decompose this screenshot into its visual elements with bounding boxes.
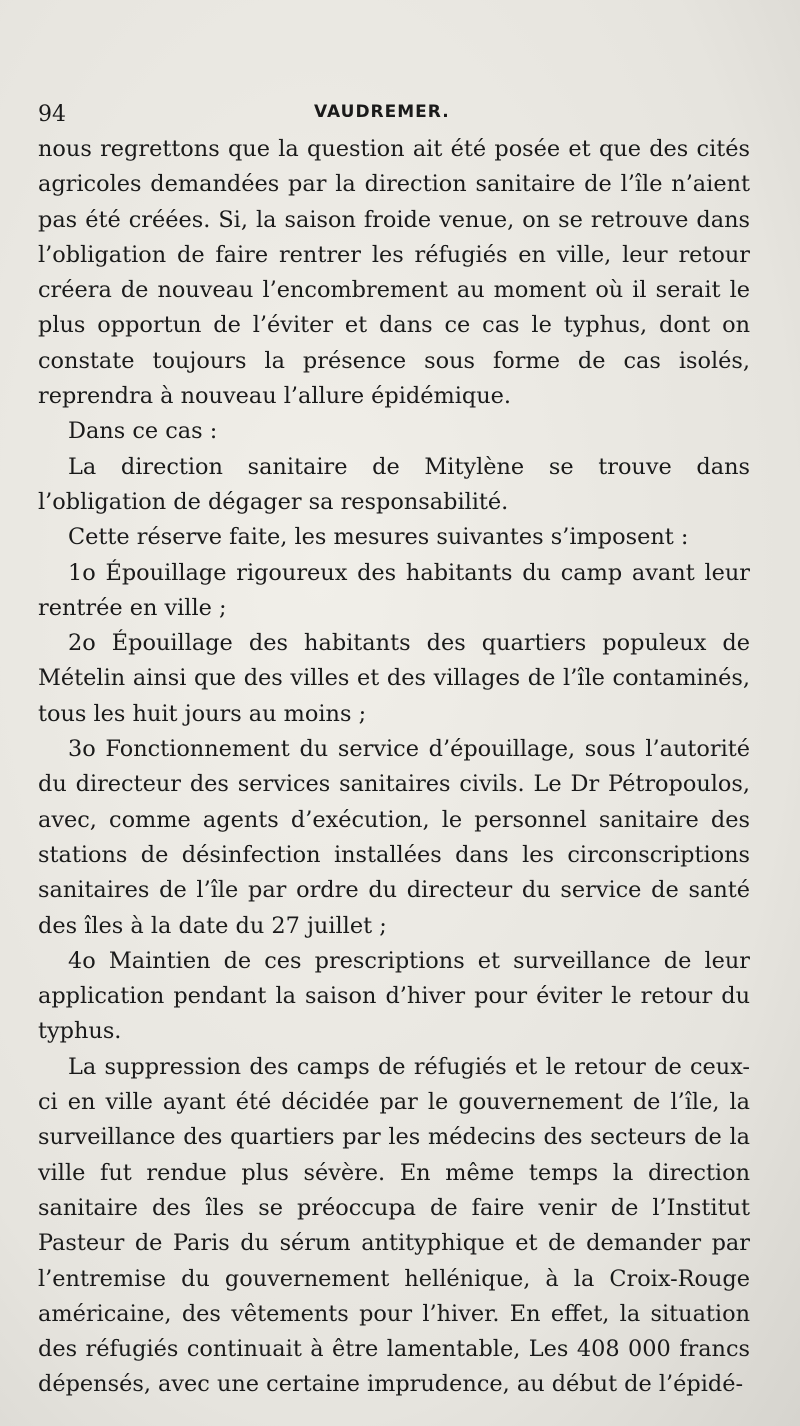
page-header [38, 100, 750, 134]
paragraph: La suppression des camps de réfugiés et le retour de ceux-ci en ville ayant été décidée par le gouvernement de l’île, la surveillance des quartiers par les médecins des secteurs de la ville fut rendue plus sévère. En même temps la direction sanitaire des îles se préoccupa de faire venir de l’Institut Pasteur de Paris du sérum antityphique et de demander par l’entremise du gouvernement hellénique, à la Croix-Rouge américaine, des vêtements pour l’hiver. En effet, la situation des réfugiés continuait à être lamentable, Les 408 000 francs dépensés, avec une certaine imprudence, au début de l’épidé- [38, 1053, 750, 1398]
paragraph: La direction sanitaire de Mitylène se trouve dans l’obligation de dégager sa responsabilité. [38, 453, 750, 515]
list-item-4: 4o Maintien de ces prescriptions et surveillance de leur application pendant la saison d’hiver pour éviter le retour du typhus. [38, 947, 750, 1045]
list-item-2: 2o Épouillage des habitants des quartiers populeux de Mételin ainsi que des villes et des villages de l’île contaminés, tous les huit jours au moins ; [38, 630, 750, 727]
page-number: 94 [38, 102, 66, 127]
list-item-3: 3o Fonctionnement du service d’épouillage, sous l’autorité du directeur des services sanitaires civils. Le Dr Pétropoulos, avec, comme agents d’exécution, le personnel sanitaire des stations de désinfection installées dans les circonscriptions sanitaires de l’île par ordre du directeur du service de santé des îles à la date du 27 juillet ; [38, 736, 750, 939]
paragraph: Dans ce cas : [68, 418, 218, 445]
body-text [38, 132, 750, 1403]
list-item-1: 1o Épouillage rigoureux des habitants du camp avant leur rentrée en ville ; [38, 559, 750, 621]
paragraph-continued: nous regrettons que la question ait été posée et que des cités agricoles demandées par la direction sanitaire de l’île n’aient pas été créées. Si, la saison froide venue, on se retrouve dans l’obligation de faire rentrer les réfugiés en ville, leur retour créera de nouveau l’encombrement au moment où il serait le plus opportun de l’éviter et dans ce cas le typhus, dont on constate toujours la présence sous forme de cas isolés, reprendra à nouveau l’allure épidémique. [38, 136, 750, 410]
running-head: VAUDREMER. [314, 102, 450, 122]
paragraph: Cette réserve faite, les mesures suivantes s’imposent : [68, 524, 689, 551]
